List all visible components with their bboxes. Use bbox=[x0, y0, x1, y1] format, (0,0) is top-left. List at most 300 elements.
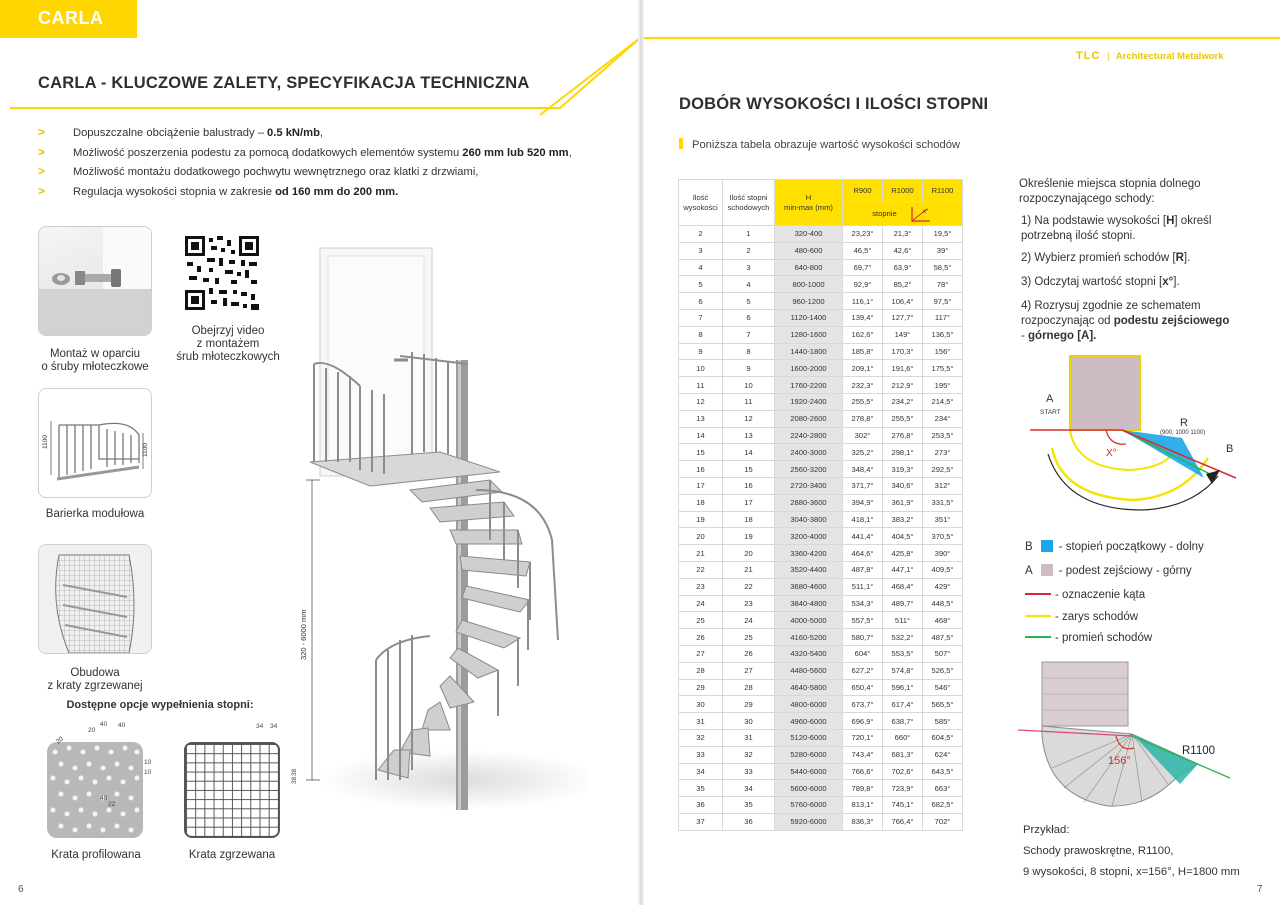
table-cell: 18 bbox=[723, 511, 775, 528]
table-cell: 5 bbox=[723, 293, 775, 310]
table-row bbox=[679, 746, 963, 763]
table-cell: 3520-4400 bbox=[775, 561, 843, 578]
table-row bbox=[679, 477, 963, 494]
table-cell: 448,5° bbox=[923, 595, 963, 612]
table-cell: 617,4° bbox=[883, 696, 923, 713]
table-cell: 33 bbox=[679, 746, 723, 763]
table-cell: 441,4° bbox=[843, 528, 883, 545]
table-cell: 214,5° bbox=[923, 393, 963, 410]
table-row bbox=[679, 309, 963, 326]
yellow-line-icon bbox=[1025, 615, 1051, 617]
table-cell: 22 bbox=[723, 578, 775, 595]
table-cell: 234,2° bbox=[883, 393, 923, 410]
table-cell: 32 bbox=[679, 729, 723, 746]
table-cell: 480-600 bbox=[775, 242, 843, 259]
legend-item-angle: - oznaczenie kąta bbox=[1025, 589, 1145, 605]
height-dimension-label: 320 - 6000 mm bbox=[299, 609, 308, 660]
table-row bbox=[679, 662, 963, 679]
table-cell: 2 bbox=[723, 242, 775, 259]
table-cell: 8 bbox=[679, 326, 723, 343]
table-cell: 29 bbox=[679, 679, 723, 696]
table-row bbox=[679, 259, 963, 276]
table-cell: 546° bbox=[923, 679, 963, 696]
table-cell: 24 bbox=[723, 612, 775, 629]
table-cell: 4000-5000 bbox=[775, 612, 843, 629]
page-title-right: DOBÓR WYSOKOŚCI I ILOŚCI STOPNI bbox=[679, 95, 989, 113]
brand-header: TLC | Architectural Metalwork bbox=[1076, 50, 1224, 62]
instruction-step-2: 2) Wybierz promień schodów [R]. bbox=[1021, 252, 1191, 264]
table-cell: 418,1° bbox=[843, 511, 883, 528]
table-cell: 813,1° bbox=[843, 797, 883, 814]
table-cell: 650,4° bbox=[843, 679, 883, 696]
table-cell: 175,5° bbox=[923, 360, 963, 377]
table-cell: 789,8° bbox=[843, 780, 883, 797]
table-row bbox=[679, 679, 963, 696]
table-cell: 85,2° bbox=[883, 276, 923, 293]
instruction-step-3: 3) Odczytaj wartość stopni [x°]. bbox=[1021, 276, 1180, 288]
table-row bbox=[679, 242, 963, 259]
svg-text:20: 20 bbox=[88, 727, 96, 734]
table-cell: 34 bbox=[679, 763, 723, 780]
table-cell: 383,2° bbox=[883, 511, 923, 528]
table-cell: 39° bbox=[923, 242, 963, 259]
table-cell: 404,5° bbox=[883, 528, 923, 545]
stair-layout-diagram bbox=[1022, 350, 1252, 520]
svg-text:40: 40 bbox=[100, 721, 108, 728]
table-row bbox=[679, 528, 963, 545]
table-cell: 97,5° bbox=[923, 293, 963, 310]
table-row bbox=[679, 729, 963, 746]
table-cell: 5 bbox=[679, 276, 723, 293]
table-cell: 28 bbox=[679, 662, 723, 679]
arrow-icon: > bbox=[38, 164, 46, 178]
table-cell: 325,2° bbox=[843, 444, 883, 461]
table-row bbox=[679, 410, 963, 427]
svg-text:START: START bbox=[1040, 409, 1061, 416]
table-body bbox=[679, 226, 963, 831]
table-cell: 14 bbox=[679, 427, 723, 444]
table-cell: 319,3° bbox=[883, 461, 923, 478]
svg-text:34: 34 bbox=[256, 723, 264, 730]
feature-item: > Regulacja wysokości stopnia w zakresie od 160 mm do 200 mm. bbox=[38, 183, 399, 198]
table-row bbox=[679, 293, 963, 310]
mount-caption: Montaż w oparciu o śruby młoteczkowe bbox=[41, 348, 149, 373]
table-cell: 273° bbox=[923, 444, 963, 461]
table-cell: 29 bbox=[723, 696, 775, 713]
green-line-icon bbox=[1025, 636, 1051, 638]
table-cell: 195° bbox=[923, 377, 963, 394]
angle-symbol-icon bbox=[909, 205, 933, 223]
red-line-icon bbox=[1025, 593, 1051, 595]
table-cell: 351° bbox=[923, 511, 963, 528]
table-cell: 1600-2000 bbox=[775, 360, 843, 377]
col-header-heights: Ilość wysokości bbox=[679, 180, 723, 226]
table-cell: 8 bbox=[723, 343, 775, 360]
table-cell: 5440-6000 bbox=[775, 763, 843, 780]
table-cell: 21 bbox=[679, 545, 723, 562]
table-cell: 409,5° bbox=[923, 561, 963, 578]
table-cell: 663° bbox=[923, 780, 963, 797]
table-cell: 14 bbox=[723, 444, 775, 461]
table-cell: 18 bbox=[679, 494, 723, 511]
table-cell: 5600-6000 bbox=[775, 780, 843, 797]
table-cell: 487,8° bbox=[843, 561, 883, 578]
svg-text:(900, 1000 1100): (900, 1000 1100) bbox=[1160, 430, 1206, 436]
table-cell: 2720-3400 bbox=[775, 477, 843, 494]
table-cell: 34 bbox=[723, 780, 775, 797]
table-cell: 627,2° bbox=[843, 662, 883, 679]
table-cell: 624° bbox=[923, 746, 963, 763]
table-cell: 276,8° bbox=[883, 427, 923, 444]
table-cell: 9 bbox=[679, 343, 723, 360]
table-cell: 27 bbox=[679, 645, 723, 662]
table-cell: 370,5° bbox=[923, 528, 963, 545]
table-cell: 4 bbox=[679, 259, 723, 276]
table-cell: 4480-5600 bbox=[775, 662, 843, 679]
table-cell: 800-1000 bbox=[775, 276, 843, 293]
table-cell: 25 bbox=[679, 612, 723, 629]
table-cell: 468,4° bbox=[883, 578, 923, 595]
table-cell: 640-800 bbox=[775, 259, 843, 276]
col-header-r1000: R1000 bbox=[883, 180, 923, 202]
table-cell: 447,1° bbox=[883, 561, 923, 578]
table-cell: 743,4° bbox=[843, 746, 883, 763]
col-header-r1100: R1100 bbox=[923, 180, 963, 202]
table-cell: 557,5° bbox=[843, 612, 883, 629]
table-cell: 766,4° bbox=[883, 813, 923, 830]
col-header-r900: R900 bbox=[843, 180, 883, 202]
table-row bbox=[679, 561, 963, 578]
feature-item: > Możliwość poszerzenia podestu za pomocą dodatkowych elementów systemu 260 mm lub 520 mm, bbox=[38, 144, 572, 159]
table-cell: 960-1200 bbox=[775, 293, 843, 310]
table-cell: 19 bbox=[679, 511, 723, 528]
table-cell: 425,8° bbox=[883, 545, 923, 562]
table-cell: 69,7° bbox=[843, 259, 883, 276]
page-number-right: 7 bbox=[1257, 884, 1263, 895]
table-cell: 312° bbox=[923, 477, 963, 494]
table-cell: 23 bbox=[723, 595, 775, 612]
table-cell: 3360-4200 bbox=[775, 545, 843, 562]
table-cell: 15 bbox=[723, 461, 775, 478]
table-subtitle: Poniższa tabela obrazuje wartość wysokości schodów bbox=[679, 138, 960, 151]
table-cell: 3 bbox=[723, 259, 775, 276]
table-cell: 2400-3000 bbox=[775, 444, 843, 461]
legend-item-radius: - promień schodów bbox=[1025, 632, 1152, 648]
table-cell: 745,1° bbox=[883, 797, 923, 814]
arrow-icon: > bbox=[38, 183, 46, 198]
table-cell: 26 bbox=[679, 629, 723, 646]
table-cell: 2880-3600 bbox=[775, 494, 843, 511]
table-cell: 6 bbox=[723, 309, 775, 326]
col-header-steps: Ilość stopni schodowych bbox=[723, 180, 775, 226]
table-cell: 255,5° bbox=[883, 410, 923, 427]
table-cell: 4800-6000 bbox=[775, 696, 843, 713]
table-cell: 534,3° bbox=[843, 595, 883, 612]
svg-text:20: 20 bbox=[54, 735, 65, 746]
col-header-angles: stopnie x° bbox=[843, 202, 963, 226]
instructions-intro: Określenie miejsca stopnia dolnego rozpoczynającego schody: bbox=[1019, 178, 1201, 205]
page-number-left: 6 bbox=[18, 884, 24, 895]
table-cell: 30 bbox=[679, 696, 723, 713]
table-cell: 5760-6000 bbox=[775, 797, 843, 814]
svg-text:22: 22 bbox=[108, 801, 116, 808]
table-cell: 92,9° bbox=[843, 276, 883, 293]
table-cell: 10 bbox=[723, 377, 775, 394]
feature-item: > Dopuszczalne obciążenie balustrady – 0.5 kN/mb, bbox=[38, 125, 324, 139]
barrier-caption: Barierka modułowa bbox=[45, 508, 145, 520]
table-cell: 22 bbox=[679, 561, 723, 578]
table-cell: 11 bbox=[723, 393, 775, 410]
table-cell: 13 bbox=[723, 427, 775, 444]
svg-text:X°: X° bbox=[1106, 448, 1117, 459]
table-cell: 17 bbox=[723, 494, 775, 511]
table-cell: 127,7° bbox=[883, 309, 923, 326]
table-row bbox=[679, 763, 963, 780]
table-cell: 212,9° bbox=[883, 377, 923, 394]
table-cell: 149° bbox=[883, 326, 923, 343]
table-cell: 20 bbox=[679, 528, 723, 545]
feature-item: > Możliwość montażu dodatkowego pochwytu wewnętrznego oraz klatki z drzwiami, bbox=[38, 164, 479, 178]
table-cell: 15 bbox=[679, 444, 723, 461]
table-cell: 170,3° bbox=[883, 343, 923, 360]
svg-text:38: 38 bbox=[291, 776, 298, 784]
table-cell: 3 bbox=[679, 242, 723, 259]
example-angle-label: 156° bbox=[1108, 755, 1131, 767]
legend-item-start-step: B - stopień początkowy - dolny bbox=[1025, 541, 1204, 553]
table-cell: 162,6° bbox=[843, 326, 883, 343]
table-cell: 253,5° bbox=[923, 427, 963, 444]
table-cell: 468° bbox=[923, 612, 963, 629]
table-cell: 36 bbox=[723, 813, 775, 830]
col-header-h: H min-max (mm) bbox=[775, 180, 843, 226]
profiled-caption: Krata profilowana bbox=[51, 849, 141, 861]
table-cell: 21,3° bbox=[883, 226, 923, 243]
table-cell: 643,5° bbox=[923, 763, 963, 780]
table-row bbox=[679, 645, 963, 662]
table-row bbox=[679, 377, 963, 394]
table-row bbox=[679, 797, 963, 814]
table-row bbox=[679, 629, 963, 646]
table-cell: 766,6° bbox=[843, 763, 883, 780]
instruction-step-1: 1) Na podstawie wysokości [H] określ potrzebną ilość stopni. bbox=[1021, 215, 1212, 242]
table-cell: 35 bbox=[723, 797, 775, 814]
table-row bbox=[679, 713, 963, 730]
table-cell: 3840-4800 bbox=[775, 595, 843, 612]
table-cell: 553,5° bbox=[883, 645, 923, 662]
svg-text:B: B bbox=[1226, 443, 1234, 455]
table-row bbox=[679, 343, 963, 360]
table-row bbox=[679, 545, 963, 562]
table-cell: 2560-3200 bbox=[775, 461, 843, 478]
table-cell: 507° bbox=[923, 645, 963, 662]
table-row bbox=[679, 578, 963, 595]
example-description: Przykład: Schody prawoskrętne, R1100, 9 wysokości, 8 stopni, x=156°, H=1800 mm bbox=[1023, 824, 1240, 878]
table-cell: 16 bbox=[679, 461, 723, 478]
table-row bbox=[679, 326, 963, 343]
table-row bbox=[679, 813, 963, 830]
table-cell: 673,7° bbox=[843, 696, 883, 713]
table-cell: 4640-5800 bbox=[775, 679, 843, 696]
table-cell: 36 bbox=[679, 797, 723, 814]
table-cell: 638,7° bbox=[883, 713, 923, 730]
table-cell: 21 bbox=[723, 561, 775, 578]
table-cell: 604,5° bbox=[923, 729, 963, 746]
table-cell: 511,1° bbox=[843, 578, 883, 595]
table-cell: 3200-4000 bbox=[775, 528, 843, 545]
table-cell: 394,9° bbox=[843, 494, 883, 511]
subtitle-marker-icon bbox=[679, 138, 683, 149]
table-cell: 511° bbox=[883, 612, 923, 629]
table-cell: 4160-5200 bbox=[775, 629, 843, 646]
welded-caption: Krata zgrzewana bbox=[188, 849, 276, 861]
table-cell: 234° bbox=[923, 410, 963, 427]
table-cell: 7 bbox=[723, 326, 775, 343]
table-cell: 429° bbox=[923, 578, 963, 595]
table-cell: 12 bbox=[723, 410, 775, 427]
cage-caption: Obudowa z kraty zgrzewanej bbox=[47, 667, 143, 692]
table-row bbox=[679, 612, 963, 629]
table-cell: 702,6° bbox=[883, 763, 923, 780]
table-cell: 24 bbox=[679, 595, 723, 612]
blue-swatch-icon bbox=[1041, 540, 1053, 552]
table-cell: 42,6° bbox=[883, 242, 923, 259]
table-cell: 3680-4600 bbox=[775, 578, 843, 595]
table-cell: 13 bbox=[679, 410, 723, 427]
table-cell: 7 bbox=[679, 309, 723, 326]
table-cell: 489,7° bbox=[883, 595, 923, 612]
table-cell: 106,4° bbox=[883, 293, 923, 310]
svg-text:40: 40 bbox=[118, 722, 126, 729]
table-cell: 2240-2800 bbox=[775, 427, 843, 444]
table-row bbox=[679, 494, 963, 511]
table-cell: 63,9° bbox=[883, 259, 923, 276]
height-steps-table bbox=[678, 179, 963, 831]
table-cell: 298,1° bbox=[883, 444, 923, 461]
table-cell: 720,1° bbox=[843, 729, 883, 746]
table-cell: 696,9° bbox=[843, 713, 883, 730]
video-caption: Obejrzyj video z montażem śrub młoteczkowych bbox=[176, 325, 280, 363]
table-cell: 10 bbox=[679, 360, 723, 377]
table-cell: 371,7° bbox=[843, 477, 883, 494]
table-cell: 28 bbox=[723, 679, 775, 696]
example-radius-label: R1100 bbox=[1182, 745, 1216, 757]
table-cell: 3040-3800 bbox=[775, 511, 843, 528]
mauve-swatch-icon bbox=[1041, 564, 1053, 576]
table-cell: 1 bbox=[723, 226, 775, 243]
table-row bbox=[679, 427, 963, 444]
table-cell: 16 bbox=[723, 477, 775, 494]
table-cell: 580,7° bbox=[843, 629, 883, 646]
table-cell: 348,4° bbox=[843, 461, 883, 478]
table-cell: 117° bbox=[923, 309, 963, 326]
table-cell: 31 bbox=[679, 713, 723, 730]
table-row bbox=[679, 595, 963, 612]
table-cell: 5280-6000 bbox=[775, 746, 843, 763]
arrow-icon: > bbox=[38, 125, 46, 139]
table-cell: 681,3° bbox=[883, 746, 923, 763]
table-cell: 302° bbox=[843, 427, 883, 444]
table-cell: 27 bbox=[723, 662, 775, 679]
table-cell: 278,8° bbox=[843, 410, 883, 427]
table-cell: 836,3° bbox=[843, 813, 883, 830]
barrier-dimension-b: 1100 bbox=[142, 443, 149, 457]
svg-text:R: R bbox=[1180, 417, 1188, 429]
table-row bbox=[679, 444, 963, 461]
table-cell: 702° bbox=[923, 813, 963, 830]
table-cell: 191,6° bbox=[883, 360, 923, 377]
table-cell: 682,5° bbox=[923, 797, 963, 814]
table-cell: 46,5° bbox=[843, 242, 883, 259]
example-stair-diagram bbox=[1018, 656, 1268, 816]
legend-item-outline: - zarys schodów bbox=[1025, 611, 1138, 627]
table-cell: 156° bbox=[923, 343, 963, 360]
table-cell: 255,5° bbox=[843, 393, 883, 410]
svg-text:10: 10 bbox=[144, 759, 152, 766]
brand-logo: TLC bbox=[1076, 50, 1101, 62]
table-cell: 4 bbox=[723, 276, 775, 293]
table-cell: 565,5° bbox=[923, 696, 963, 713]
table-cell: 585° bbox=[923, 713, 963, 730]
table-cell: 30 bbox=[723, 713, 775, 730]
table-row bbox=[679, 696, 963, 713]
table-cell: 1760-2200 bbox=[775, 377, 843, 394]
page-title: CARLA - KLUCZOWE ZALETY, SPECYFIKACJA TECHNICZNA bbox=[38, 74, 530, 92]
table-cell: 26 bbox=[723, 645, 775, 662]
table-cell: 660° bbox=[883, 729, 923, 746]
table-row bbox=[679, 360, 963, 377]
table-cell: 232,3° bbox=[843, 377, 883, 394]
table-cell: 32 bbox=[723, 746, 775, 763]
table-cell: 20 bbox=[723, 545, 775, 562]
table-row bbox=[679, 226, 963, 243]
table-row bbox=[679, 276, 963, 293]
table-cell: 526,5° bbox=[923, 662, 963, 679]
table-cell: 1120-1400 bbox=[775, 309, 843, 326]
instruction-step-4: 4) Rozrysuj zgodnie ze schematem rozpoczynając od podestu zejściowego - górnego [A]. bbox=[1021, 300, 1230, 342]
table-cell: 12 bbox=[679, 393, 723, 410]
table-cell: 487,5° bbox=[923, 629, 963, 646]
table-cell: 1920-2400 bbox=[775, 393, 843, 410]
table-cell: 9 bbox=[723, 360, 775, 377]
brand-tagline: Architectural Metalwork bbox=[1115, 51, 1224, 62]
table-cell: 78° bbox=[923, 276, 963, 293]
table-cell: 596,1° bbox=[883, 679, 923, 696]
table-cell: 6 bbox=[679, 293, 723, 310]
table-cell: 464,6° bbox=[843, 545, 883, 562]
table-cell: 25 bbox=[723, 629, 775, 646]
table-cell: 23,23° bbox=[843, 226, 883, 243]
table-cell: 390° bbox=[923, 545, 963, 562]
svg-text:A: A bbox=[1046, 393, 1054, 405]
table-cell: 23 bbox=[679, 578, 723, 595]
barrier-dimension-a: 1100 bbox=[42, 435, 49, 449]
arrow-icon: > bbox=[38, 144, 46, 159]
table-cell: 19 bbox=[723, 528, 775, 545]
table-cell: 5120-6000 bbox=[775, 729, 843, 746]
fill-options-heading: Dostępne opcje wypełnienia stopni: bbox=[66, 699, 254, 711]
svg-text:38: 38 bbox=[291, 768, 298, 776]
table-cell: 292,5° bbox=[923, 461, 963, 478]
svg-text:x°: x° bbox=[922, 208, 929, 215]
svg-text:34: 34 bbox=[270, 723, 278, 730]
table-cell: 136,5° bbox=[923, 326, 963, 343]
table-cell: 340,6° bbox=[883, 477, 923, 494]
svg-text:40: 40 bbox=[100, 795, 108, 802]
table-cell: 35 bbox=[679, 780, 723, 797]
table-cell: 58,5° bbox=[923, 259, 963, 276]
table-cell: 1280-1600 bbox=[775, 326, 843, 343]
table-cell: 139,4° bbox=[843, 309, 883, 326]
